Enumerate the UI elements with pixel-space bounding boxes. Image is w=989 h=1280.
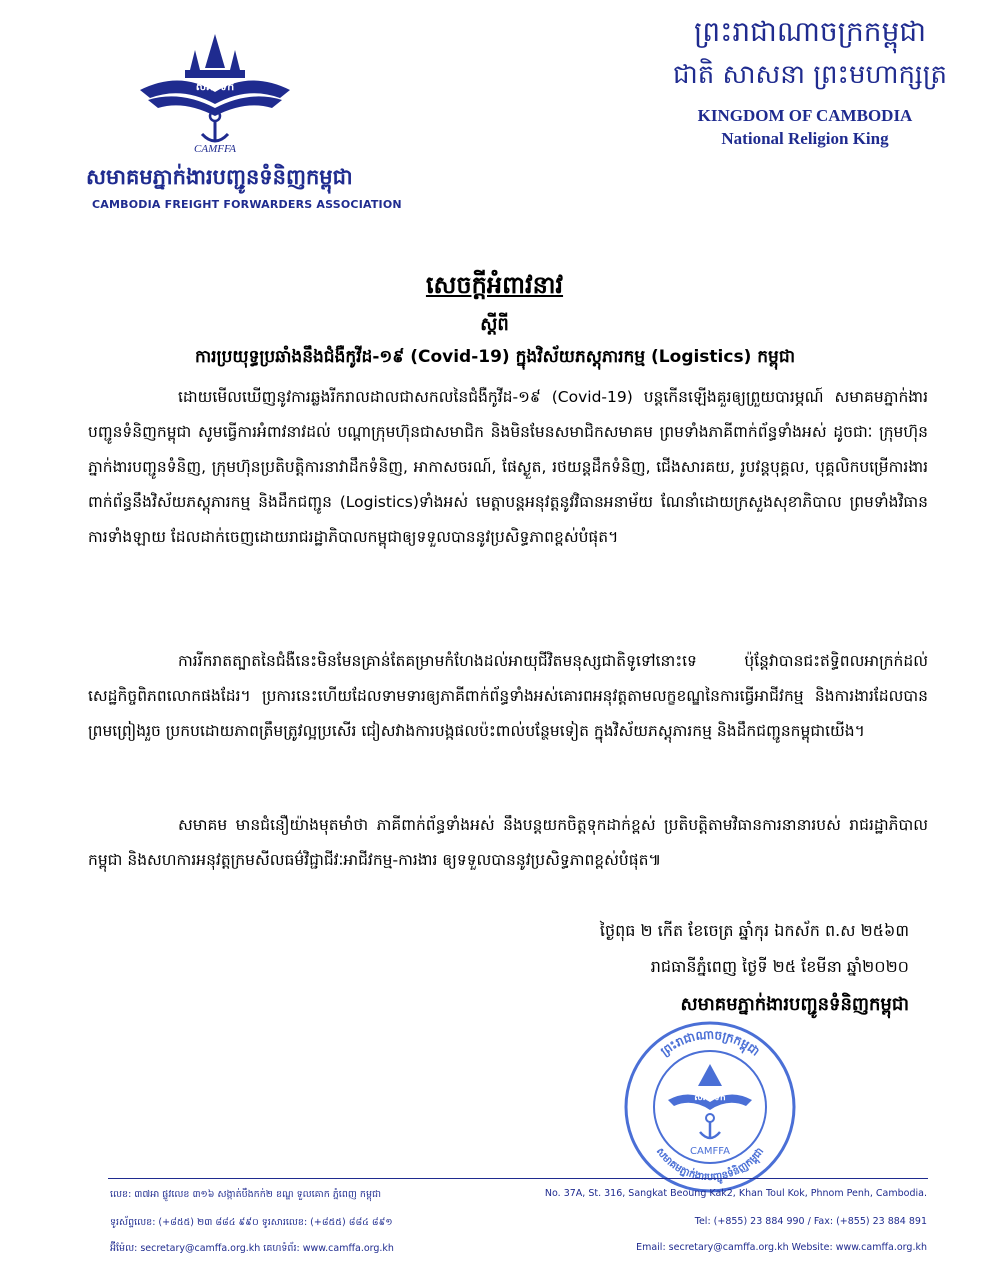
kingdom-name-english: KINGDOM OF CAMBODIA <box>697 106 913 125</box>
signatory: សមាគមភ្នាក់ងារបញ្ជូនទំនិញកម្ពុជា <box>680 994 909 1015</box>
stamp-text-bottom: សមាគមភ្នាក់ងារបញ្ជូនទំនិញកម្ពុជា <box>653 1146 767 1184</box>
document-title: សេចក្តីអំពាវនាវ <box>425 271 564 299</box>
body-paragraph-1: ដោយមើលឃើញនូវការឆ្លងរីករាលដាលជាសកលនៃជំងឺកូវីដ-១៩ (Covid-19) បន្តកើនឡើងគួរឲ្យព្រួយបារម្ភណ៍ សមាគមភ្នាក់ងារបញ្ជូនទំនិញកម្ពុជា សូមធ្វើការអំពាវនាវដល់ បណ្តាក្រុមហ៊ុនជាសមាជិក និងមិនមែនសមាជិកសមាគម ព្រមទាំងភាគីពាក់ព័ន្ធទាំងអស់ ដូចជាៈ ក្រុមហ៊ុនភ្នាក់ងារបញ្ជូនទំនិញ, ក្រុមហ៊ុនប្រតិបត្តិការនាវាដឹកទំនិញ, អាកាសចរណ៍, ផែស្ងួត, រថយន្តដឹកទំនិញ, ជើងសារគយ, រូបវន្តបុគ្គល, បុគ្គលិកបម្រើការងារពាក់ព័ន្ធនឹងវិស័យភស្តុភារកម្ម និងដឹកជញ្ជូន (Logistics)ទាំងអស់ មេត្តាបន្តអនុវត្តនូវវិធានអនាម័យ ណែនាំដោយក្រសួងសុខាភិបាល ព្រមទាំងវិធានការទាំងឡាយ ដែលដាក់ចេញដោយរាជរដ្ឋាភិបាលកម្ពុជាឲ្យទទួលបាននូវប្រសិទ្ធភាពខ្ពស់បំផុត។ <box>88 388 928 546</box>
footer-phone-khmer: ទូរស័ព្ទលេខ: (+៨៥៥) ២៣ ៨៨៤ ៩៩០ ទូរសារលេខ: (+៨៥៥) ៨៨៤ ៨៩១ <box>110 1217 393 1228</box>
footer-email-khmer: អ៊ីម៉ែល: secretary@camffa.org.kh គេហទំព័រ: www.camffa.org.kh <box>110 1243 394 1254</box>
body-paragraph-2: ការរីករាតត្បាតនៃជំងឺនេះមិនមែនគ្រាន់តែគម្រាមកំហែងដល់អាយុជីវិតមនុស្សជាតិទូទៅនោះទេ ប៉ុន្តែវាបានជះឥទ្ធិពលអាក្រក់ដល់សេដ្ឋកិច្ចពិភពលោកផងដែរ។ ប្រការនេះហើយដែលទាមទារឲ្យភាគីពាក់ព័ន្ធទាំងអស់គោរពអនុវត្តតាមលក្ខខណ្ឌនៃការធ្វើអាជីវកម្ម និងការងារដែលបានព្រមព្រៀងរួច ប្រកបដោយភាពត្រឹមត្រូវល្អប្រសើរ ជៀសវាងការបង្កផលប៉ះពាល់បន្ថែមទៀត ក្នុងវិស័យភស្តុភារកម្ម និងដឹកជញ្ជូនកម្ពុជាយើង។ <box>88 652 928 740</box>
date-solar: រាជធានីភ្នំពេញ ថ្ងៃទី ២៥ ខែមីនា ឆ្នាំ២០២០ <box>650 957 909 976</box>
footer-divider <box>108 1178 928 1179</box>
official-stamp <box>620 1020 800 1195</box>
footer-email-english[interactable]: Email: secretary@camffa.org.kh Website: www.camffa.org.kh <box>636 1242 927 1253</box>
stamp-text-center: សភបទក <box>694 1093 726 1103</box>
kingdom-name-khmer: ព្រះរាជាណាចក្រកម្ពុជា <box>693 15 926 48</box>
stamp-text-english: CAMFFA <box>690 1146 730 1157</box>
logo-text-khmer: សភបទក <box>195 80 235 93</box>
document-topic: ការប្រយុទ្ធប្រឆាំងនឹងជំងឺកូវីដ-១៩ (Covid-19) ក្នុងវិស័យភស្តុភារកម្ម (Logistics) កម្ពុជា <box>194 347 796 367</box>
subject-label: ស្តីពី <box>480 314 509 335</box>
camffa-logo <box>140 30 290 155</box>
date-lunar: ថ្ងៃពុធ ២ កើត ខែចេត្រ ឆ្នាំកុរ ឯកស័ក ព.ស ២៥៦៣ <box>599 921 909 940</box>
logo-text-english: CAMFFA <box>194 143 236 155</box>
footer-address-khmer: លេខ: ៣៧អា ផ្លូវលេខ ៣១៦ សង្កាត់បឹងកក់២ ខណ្ឌ ទួលគោក ភ្នំពេញ កម្ពុជា <box>110 1189 382 1200</box>
footer-phone-english: Tel: (+855) 23 884 990 / Fax: (+855) 23 884 891 <box>694 1216 927 1227</box>
stamp-text-top: ព្រះរាជាណាចក្រកម្ពុជា <box>657 1027 763 1059</box>
motto-khmer: ជាតិ សាសនា ព្រះមហាក្សត្រ <box>673 60 947 90</box>
motto-english: National Religion King <box>721 129 889 148</box>
org-name-english: CAMBODIA FREIGHT FORWARDERS ASSOCIATION <box>92 198 402 211</box>
footer-address-english: No. 37A, St. 316, Sangkat Beoung Kak2, Khan Toul Kok, Phnom Penh, Cambodia. <box>544 1188 927 1199</box>
org-name-khmer: សមាគមភ្នាក់ងារបញ្ជូនទំនិញកម្ពុជា <box>86 165 353 189</box>
body-paragraph-3: សមាគម មានជំនឿយ៉ាងមុតមាំថា ភាគីពាក់ព័ន្ធទាំងអស់ នឹងបន្តយកចិត្តទុកដាក់ខ្ពស់ ប្រតិបត្តិតាមវិធានការនានារបស់ រាជរដ្ឋាភិបាលកម្ពុជា និងសហការអនុវត្តក្រមសីលធម៌វិជ្ជាជីវៈអាជីវកម្ម-ការងារ ឲ្យទទួលបាននូវប្រសិទ្ធភាពខ្ពស់បំផុត៕ <box>88 816 928 869</box>
